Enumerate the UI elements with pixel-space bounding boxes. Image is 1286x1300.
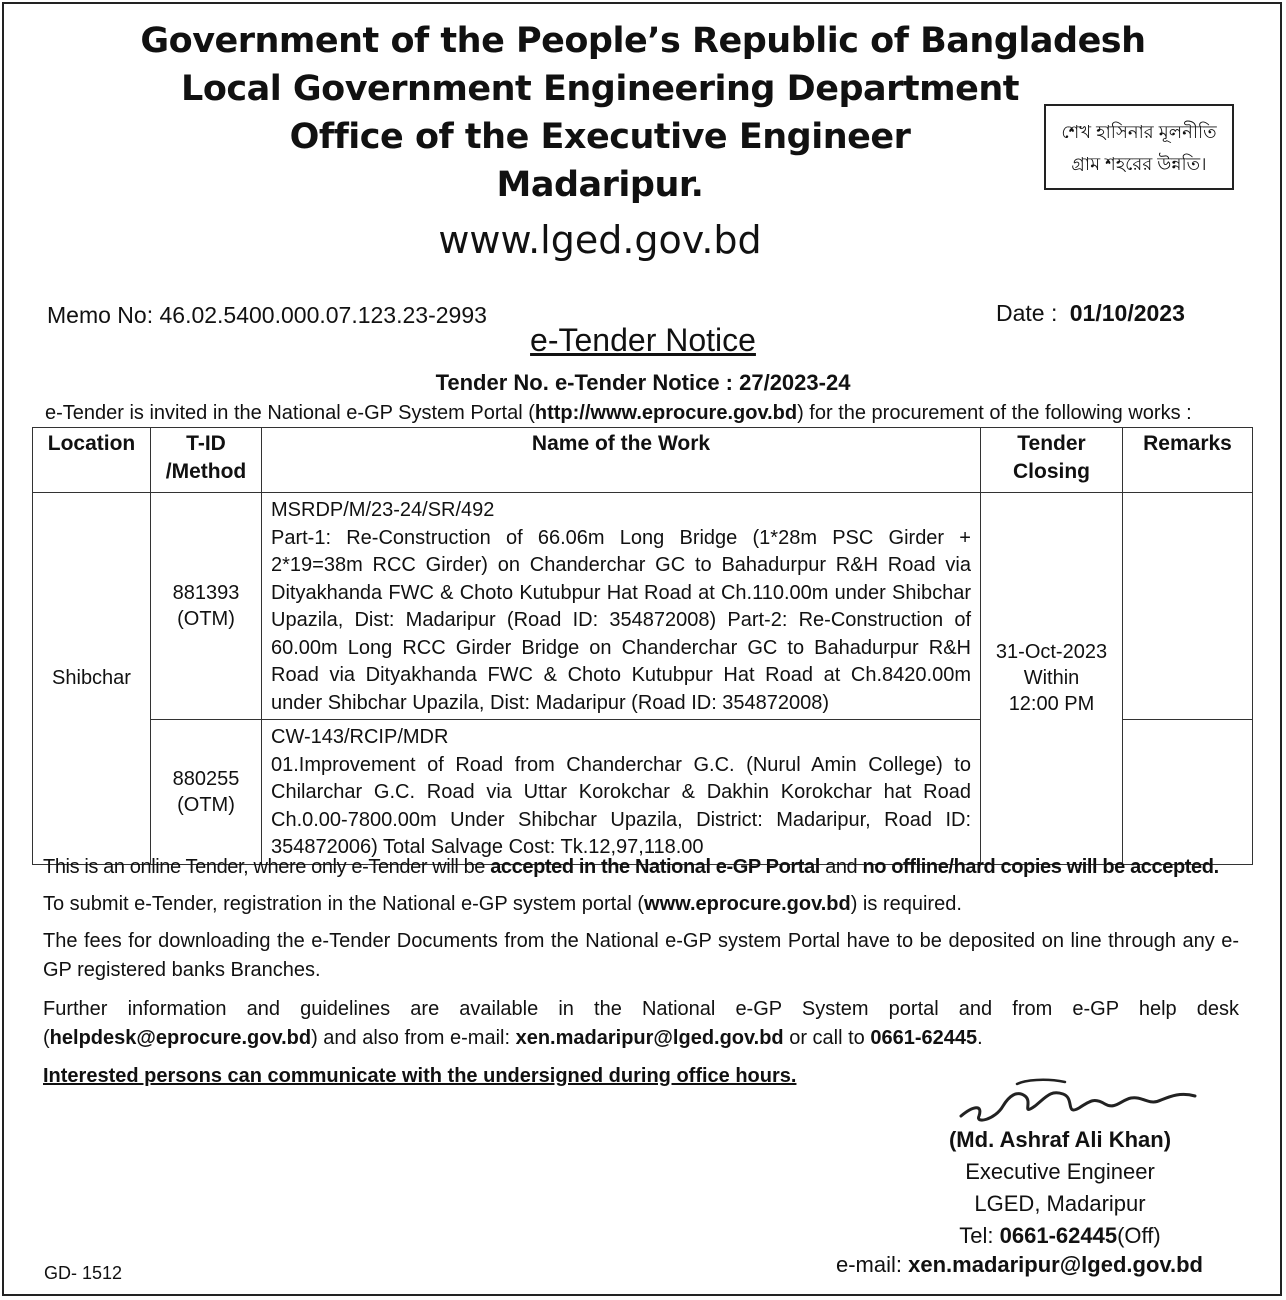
eprocure-url[interactable]: http://www.eprocure.gov.bd (534, 402, 798, 424)
memo-label: Memo No: (47, 302, 154, 328)
header-closing (981, 428, 1123, 493)
package-code: MSRDP/M/23-24/SR/492 (271, 499, 495, 521)
closing-time: 12:00 PM (1008, 693, 1095, 716)
note-further-a: Further information and guidelines are available in the National e-GP System portal and from e-GP help desk ( (43, 998, 1239, 1049)
location-cell: Shibchar (33, 493, 151, 865)
memo-value: 46.02.5400.000.07.123.23-2993 (159, 302, 487, 328)
header-remarks: Remarks (1123, 428, 1253, 493)
header-work: Name of the Work (262, 428, 981, 493)
header-government: Government of the People’s Republic of Bangladesh (140, 21, 1146, 61)
note-online (43, 853, 1239, 882)
tid-cell (151, 720, 262, 865)
note-registration-a: To submit e-Tender, registration in the National e-GP system portal ( (43, 893, 645, 915)
works-table (32, 427, 1253, 865)
header-closing-line2: Closing (1013, 460, 1090, 483)
tid-value: 881393 (172, 582, 240, 604)
method-value: (OTM) (177, 793, 235, 816)
slogan-line-2: গ্রাম শহরের উন্নতি। (1071, 154, 1207, 174)
work-description: Part-1: Re-Construction of 66.06m Long Bridge (1*28m PSC Girder + 2*19=38m RCC Girder) on Chanderchar GC to Bahadurpur R&H Road via Dityakhanda FWC & Choto Kutubpur Hat Road at Ch.110.00m under Shibchar Upazila, Dist: Madaripur (Road ID: 354872008) Part-2: Re-Construction of 60.00m Long RCC Girder Bridge on Chanderchar GC to Bahadurpur R&H Road via Dityakhanda FWC & Choto Kutubpur Hat Road at Ch.8420.00m under Shibchar Upazila, Dist: Madaripur (Road ID: 354872008) (271, 526, 971, 714)
email-value[interactable]: xen.madaripur@lged.gov.bd (908, 1252, 1203, 1277)
note-further-g: . (977, 1027, 983, 1049)
table-row (33, 493, 1253, 720)
tel-value: 0661-62445 (999, 1223, 1118, 1248)
remarks-cell (1123, 493, 1253, 720)
header-tid-line2: /Method (165, 460, 247, 483)
email-label: e-mail: (836, 1252, 909, 1277)
note-online-d: no offline/hard copies will be accepted. (862, 856, 1219, 878)
header-district: Madaripur. (496, 165, 704, 205)
signatory-office: LGED, Madaripur (974, 1191, 1146, 1216)
note-fees: The fees for downloading the e-Tender Documents from the National e-GP system Portal have to be deposited on line through any e-GP registered banks Branches. (43, 930, 1239, 981)
header-location: Location (33, 428, 151, 493)
office-email[interactable]: xen.madaripur@lged.gov.bd (515, 1027, 784, 1049)
header-closing-line1: Tender (1017, 432, 1086, 455)
signatory-block (880, 1124, 1240, 1252)
note-online-a: This is an online Tender, where only e-Tender will be (43, 856, 491, 878)
intro-text (45, 402, 1192, 425)
method-value: (OTM) (177, 608, 235, 630)
header-tid (151, 428, 262, 493)
note-online-b: accepted in the National e-GP Portal (490, 856, 820, 878)
header-website: www.lged.gov.bd (438, 218, 762, 262)
signatory-name: (Md. Ashraf Ali Khan) (948, 1127, 1172, 1152)
signatory-tel (880, 1220, 1240, 1252)
closing-within: Within (1023, 667, 1080, 690)
tender-number: Tender No. e-Tender Notice : 27/2023-24 (435, 370, 851, 395)
helpdesk-email[interactable]: helpdesk@eprocure.gov.bd (49, 1027, 312, 1049)
tel-suffix: (Off) (1117, 1223, 1161, 1248)
work-cell (262, 493, 981, 720)
note-registration (43, 890, 1239, 919)
note-interested: Interested persons can communicate with the undersigned during office hours. (43, 1065, 797, 1087)
intro-before: e-Tender is invited in the National e-GP System Portal ( (45, 402, 535, 424)
header-office: Office of the Executive Engineer (289, 117, 911, 157)
office-phone: 0661-62445 (870, 1027, 978, 1049)
slogan-line-1: শেখ হাসিনার মূলনীতি (1061, 122, 1217, 142)
work-description: 01.Improvement of Road from Chanderchar G.C. (Nurul Amin College) to Chilarchar G.C. Road via Uttar Korokchar & Dakhin Korokchar hat Road Ch.0.00-7800.00m Under Shibchar Upazila, District: Madaripur, Road ID: 354872006) Total Salvage Cost: Tk.12,97,118.00 (271, 753, 971, 858)
remarks-cell (1123, 720, 1253, 865)
header-tid-line1: T-ID (186, 432, 226, 455)
slogan-box (1044, 104, 1234, 190)
note-further (43, 995, 1239, 1053)
note-further-c: ) and also from e-mail: (311, 1027, 516, 1049)
intro-after: ) for the procurement of the following works : (797, 402, 1192, 424)
tid-cell (151, 493, 262, 720)
work-cell (262, 720, 981, 865)
package-code: CW-143/RCIP/MDR (271, 726, 449, 748)
closing-cell (981, 493, 1123, 865)
notice-title: e-Tender Notice (530, 322, 756, 358)
date-label: Date : (996, 300, 1058, 326)
header-department: Local Government Engineering Department (181, 69, 1019, 109)
registration-url[interactable]: www.eprocure.gov.bd (644, 893, 851, 915)
note-registration-c: ) is required. (850, 893, 962, 915)
signatory-email (836, 1252, 1203, 1278)
tid-value: 880255 (172, 767, 240, 790)
date-value: 01/10/2023 (1069, 300, 1185, 326)
table-header-row (33, 428, 1253, 493)
closing-date: 31-Oct-2023 (995, 641, 1108, 664)
tel-label: Tel: (959, 1223, 1000, 1248)
signatory-designation: Executive Engineer (965, 1159, 1155, 1184)
note-further-e: or call to (783, 1027, 871, 1049)
footer-code: GD- 1512 (44, 1263, 123, 1283)
note-online-c: and (819, 856, 863, 878)
